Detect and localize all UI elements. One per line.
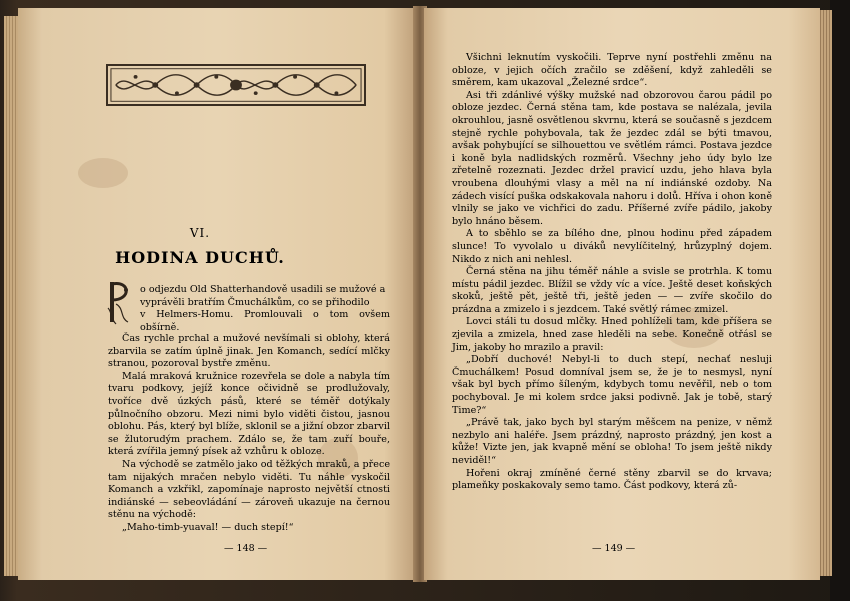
book-cover-edge (830, 0, 850, 601)
paragraph: Malá mraková kružnice rozevřela se dole a nabyla tím tvaru podkovy, jejíž konce očividně se prodlužovaly, tvoříce dvě úzkých pásů, které se téměř dotýkaly půlnočního obzoru. Mezi nimi bylo viděti čistou, jasnou oblohu. Pás, který byl blíže, sklonil se a jižní obzor zbarvil se žlutorudým prachem. Zdálo se, že tam zuří bouře, která zvířila jemný písek až vzhůru k obloze. (108, 370, 390, 458)
paragraph: Všichni leknutím vyskočili. Teprve nyní postřehli změnu na obloze, v jejich očích zračilo se zděšení, když zahleděli se směrem, kam ukazoval „Železné srdce“. (452, 52, 772, 89)
paragraph: A to sběhlo se za bílého dne, plnou hodinu před západem slunce! To vyvolalo u diváků nevylíčitelný, hrůzyplný dojem. Nikdo z nich ani nehlesl. (452, 228, 772, 265)
paragraph: Černá stěna na jihu téměř náhle a svisle se protrhla. K tomu místu pádil jezdec. Blížil se vždy víc a více. Ještě deset koňských skoků, ještě pět, ještě tři, ještě jeden — — zvíře skočilo do prázdna a zmizelo i s jezdcem. Také světlý rámec zmizel. (452, 266, 772, 315)
page-edges-right (818, 10, 832, 576)
chapter-opening-text (140, 284, 390, 334)
chapter-title: HODINA DUCHŮ. (115, 248, 285, 267)
decorative-header-ornament (106, 64, 366, 106)
chapter-number: VI. (189, 226, 211, 240)
left-page-body (108, 333, 390, 535)
paragraph: „Dobří duchové! Nebyl-li to duch stepí, nechať nesluji Čmuchálkem! Posud domníval jsem se, že je to nesmysl, nyní však byl bych přímo šíleným, kdybych tomu nevěřil, neb o tom pochyboval. Je mi kolem srdce jaksi podivně. Jak je tobě, starý Time?“ (452, 354, 772, 416)
decorated-initial-p (106, 278, 134, 326)
opening-line: vyprávěli bratřím Čmuchálkům, co se přihodilo (140, 296, 370, 308)
right-page-body (452, 52, 772, 493)
paper-stain (78, 158, 128, 188)
opening-line: v Helmers-Homu. Promlouvali o tom ovšem obšírně. (140, 309, 390, 333)
page-number-right: — 149 — (592, 543, 636, 554)
page-number-left: — 148 — (224, 543, 268, 554)
opening-line: o odjezdu Old Shatterhandově usadili se mužové a (140, 284, 386, 295)
paragraph: „Maho-timb-yuaval! — duch stepí!“ (122, 521, 294, 533)
paragraph: „Právě tak, jako bych byl starým měšcem na penize, v němž nezbylo ani haléře. Jsem prázdný, naprosto prázdný, jen kost a kůže! Vizte jen, jak kvapně mění se obloha! To jsem ještě nikdy neviděl!“ (452, 417, 772, 466)
paragraph: Na východě se zatmělo jako od těžkých mraků, a přece tam nijakých mračen nebylo viděti. Tu náhle vyskočil Komanch a vzkřikl, zapomínaje naprosto největší ctnosti indiánské — sebeovládání — zároveň ukazuje na černou stěnu na východě: (108, 458, 390, 521)
paragraph: Lovci stáli tu dosud mlčky. Hned pohlíželi tam, kde příšera se zjevila a zmizela, hned zase hleděli na sebe. Konečně otřásl se Jim, jakoby ho mrazilo a pravil: (452, 316, 772, 353)
paragraph: Hořeni okraj zmíněné černé stěny zbarvil se do krvava; plameňky poskakovaly semo tamo. Část podkovy, která zů- (452, 467, 772, 492)
paragraph: Asi tři zdánlivé výšky mužské nad obzorovou čarou pádil po obloze jezdec. Černá stěna tam, kde postava se nalézala, jevila okrouhlou, jasně osvětlenou skvrnu, která se současně s jezdcem stejně rychle pohybovala, tak že jezdec zdál se býti tmavou, avšak pohybující se silhouettou ve světlém rámci. Postava jezdce i koně byla nadlidských rozměrů. Všechny jeho údy bylo lze zřetelně rozeznati. Jezdec držel pravicí uzdu, jeho hlava byla vroubena dlouhými vlasy a měl na ní indiánské ozdoby. Na zádech visící puška odskakovala nahoru i dolů. Hříva i ohon koně vlnily se jako ve vichřici do zadu. Příšerné zvíře pádilo, jakoby bylo hnáno běsem. (452, 89, 772, 227)
paragraph: Čas rychle prchal a mužové nevšímali si oblohy, která zbarvila se zatím úplně jinak. Jen Komanch, sedící mlčky stranou, pozoroval bystře změnu. (108, 333, 390, 370)
